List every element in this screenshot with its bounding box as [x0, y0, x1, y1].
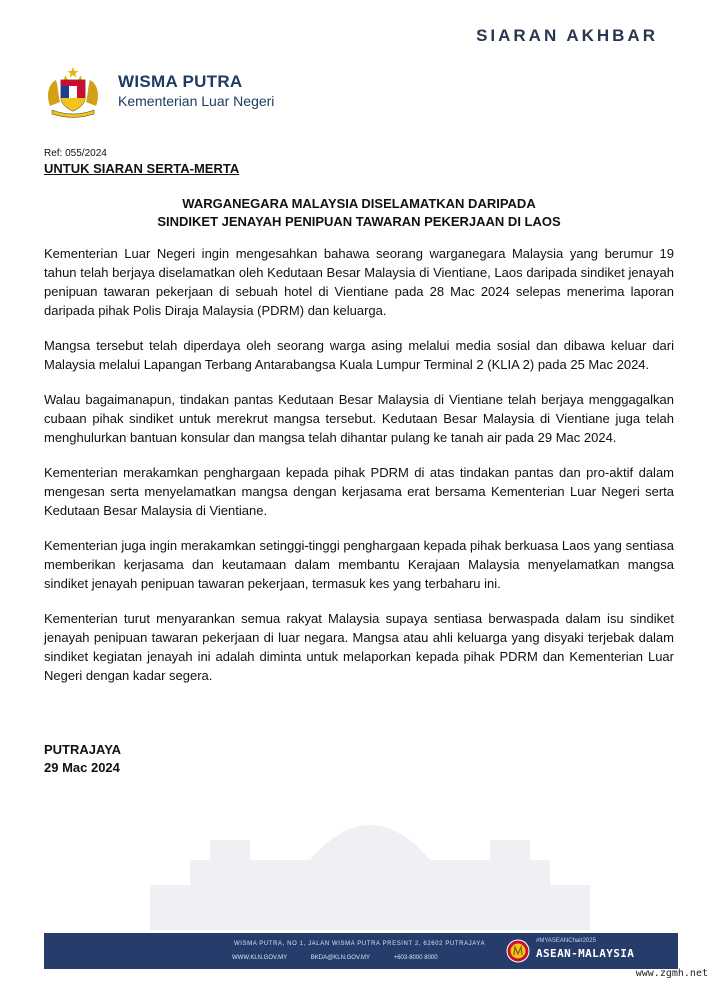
headline-line-2: SINDIKET JENAYAH PENIPUAN TAWARAN PEKERJAAN DI LAOS	[157, 214, 561, 229]
footer-website[interactable]: WWW.KLN.GOV.MY	[232, 955, 288, 961]
headline	[44, 195, 674, 231]
dateline	[44, 741, 121, 777]
press-release-label: SIARAN AKHBAR	[476, 26, 658, 45]
coat-of-arms-logo	[44, 66, 102, 118]
paragraph-6: Kementerian turut menyarankan semua rakyat Malaysia supaya sentiasa berwaspada dalam isu sindiket jenayah penipuan tawaran pekerjaan di luar negara. Mangsa atau ahli keluarga yang disyaki terjebak dalam sindiket kegiatan jenayah ini adalah diminta untuk melaporkan kepada pihak PDRM dan Kementerian Luar Negeri dengan kadar segera.	[44, 611, 674, 683]
place: PUTRAJAYA	[44, 742, 122, 757]
headline-line-1: WARGANEGARA MALAYSIA DISELAMATKAN DARIPADA	[182, 196, 536, 211]
footer-phone: +603-8000 8000	[393, 955, 438, 961]
reference-number: Ref: 055/2024	[44, 148, 107, 159]
paragraph-5: Kementerian juga ingin merakamkan setinggi-tinggi penghargaan kepada pihak berkuasa Laos yang sentiasa memberikan kerjasama dan keutamaan dalam membantu Kerajaan Malaysia menyelamatkan mangsa sindiket jenayah penipuan tawaran pekerjaan, termasuk kes yang terbaharu ini.	[44, 538, 674, 591]
footer-address: WISMA PUTRA, NO 1, JALAN WISMA PUTRA PRESINT 2, 62602 PUTRAJAYA	[234, 941, 486, 947]
footer-contacts	[232, 955, 460, 961]
paragraph-3: Walau bagaimanapun, tindakan pantas Kedutaan Besar Malaysia di Vientiane telah berjaya menggagalkan cubaan pihak sindiket untuk merekrut mangsa tersebut. Kedutaan Besar Malaysia di Vientiane juga telah menghulurkan bantuan konsular dan mangsa telah dihantar pulang ke tanah air pada 29 Mac 2024.	[44, 392, 674, 445]
org-name: WISMA PUTRA	[118, 72, 243, 91]
body-text	[44, 244, 674, 701]
paragraph-4: Kementerian merakamkan penghargaan kepada pihak PDRM di atas tindakan pantas dan pro-aktif dalam mengesan serta menyelamatkan mangsa dengan kerjasama erat bersama Kementerian Luar Negeri serta Kedutaan Besar Malaysia di Vientiane.	[44, 465, 674, 518]
footer-campaign: ASEAN-MALAYSIA	[536, 947, 635, 960]
org-subtitle: Kementerian Luar Negeri	[118, 93, 275, 109]
footer-bar	[44, 933, 678, 969]
footer-email[interactable]: BKDA@KLN.GOV.MY	[310, 955, 371, 961]
date: 29 Mac 2024	[44, 760, 120, 775]
paragraph-2: Mangsa tersebut telah diperdaya oleh seorang warga asing melalui media sosial dan dibawa keluar dari Malaysia melalui Lapangan Terbang Antarabangsa Kuala Lumpur Terminal 2 (KLIA 2) pada 25 Mac 2024.	[44, 338, 674, 372]
building-watermark-image	[150, 790, 590, 930]
footer-hashtag: #MYASEANChair2025	[536, 938, 596, 944]
paragraph-1: Kementerian Luar Negeri ingin mengesahkan bahawa seorang warganegara Malaysia yang berumur 19 tahun telah berjaya diselamatkan oleh Kedutaan Besar Malaysia di Vientiane, Laos daripada sindiket jenayah penipuan tawaran pekerjaan di sebuah hotel di Vientiane pada 28 Mac 2024 selepas menerima laporan daripada pihak Polis Diraja Malaysia (PDRM) dan keluarga.	[44, 246, 674, 318]
site-watermark: www.zgmh.net	[635, 968, 708, 979]
release-type: UNTUK SIARAN SERTA-MERTA	[44, 161, 240, 176]
asean-emblem-icon	[506, 939, 530, 963]
